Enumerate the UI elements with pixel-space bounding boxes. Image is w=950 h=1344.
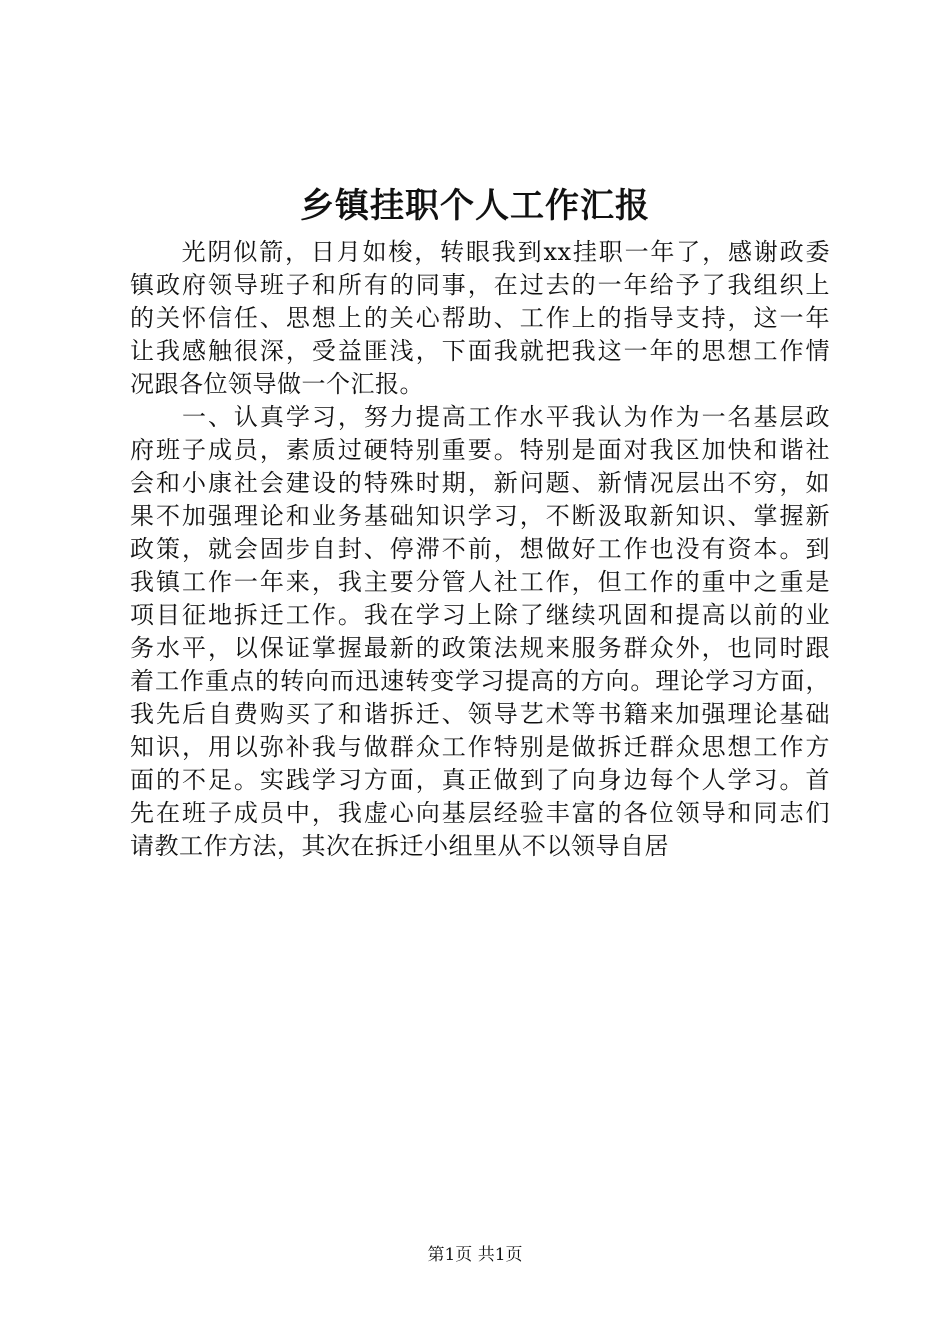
body-line: 我镇工作一年来，我主要分管人社工作，但工作的重中之重是 xyxy=(130,568,830,596)
body-line: 会和小康社会建设的特殊时期，新问题、新情况层出不穷，如 xyxy=(130,469,830,497)
body-line: 先在班子成员中，我虚心向基层经验丰富的各位领导和同志们 xyxy=(130,799,830,827)
body-line: 政策，就会固步自封、停滞不前，想做好工作也没有资本。到 xyxy=(130,535,830,563)
body-line: 的关怀信任、思想上的关心帮助、工作上的指导支持，这一年 xyxy=(130,304,830,332)
body-line: 务水平，以保证掌握最新的政策法规来服务群众外，也同时跟 xyxy=(130,634,830,662)
body-line: 面的不足。实践学习方面，真正做到了向身边每个人学习。首 xyxy=(130,766,830,794)
body-line: 着工作重点的转向而迅速转变学习提高的方向。理论学习方面， xyxy=(130,667,830,695)
body-line: 府班子成员，素质过硬特别重要。特别是面对我区加快和谐社 xyxy=(130,436,830,464)
body-line: 知识，用以弥补我与做群众工作特别是做拆迁群众思想工作方 xyxy=(130,733,830,761)
body-line: 一、认真学习，努力提高工作水平我认为作为一名基层政 xyxy=(130,403,830,431)
body-line: 请教工作方法，其次在拆迁小组里从不以领导自居 xyxy=(130,832,669,860)
document-body xyxy=(130,236,830,863)
body-line: 光阴似箭，日月如梭，转眼我到xx挂职一年了，感谢政委 xyxy=(130,238,830,266)
body-line: 让我感触很深，受益匪浅，下面我就把我这一年的思想工作情 xyxy=(130,337,830,365)
body-line: 果不加强理论和业务基础知识学习，不断汲取新知识、掌握新 xyxy=(130,502,830,530)
body-line: 我先后自费购买了和谐拆迁、领导艺术等书籍来加强理论基础 xyxy=(130,700,830,728)
body-line: 项目征地拆迁工作。我在学习上除了继续巩固和提高以前的业 xyxy=(130,601,830,629)
body-line: 况跟各位领导做一个汇报。 xyxy=(130,370,424,398)
document-title: 乡镇挂职个人工作汇报 xyxy=(300,186,650,226)
page-footer: 第1页 共1页 xyxy=(427,1245,523,1265)
body-line: 镇政府领导班子和所有的同事，在过去的一年给予了我组织上 xyxy=(130,271,830,299)
